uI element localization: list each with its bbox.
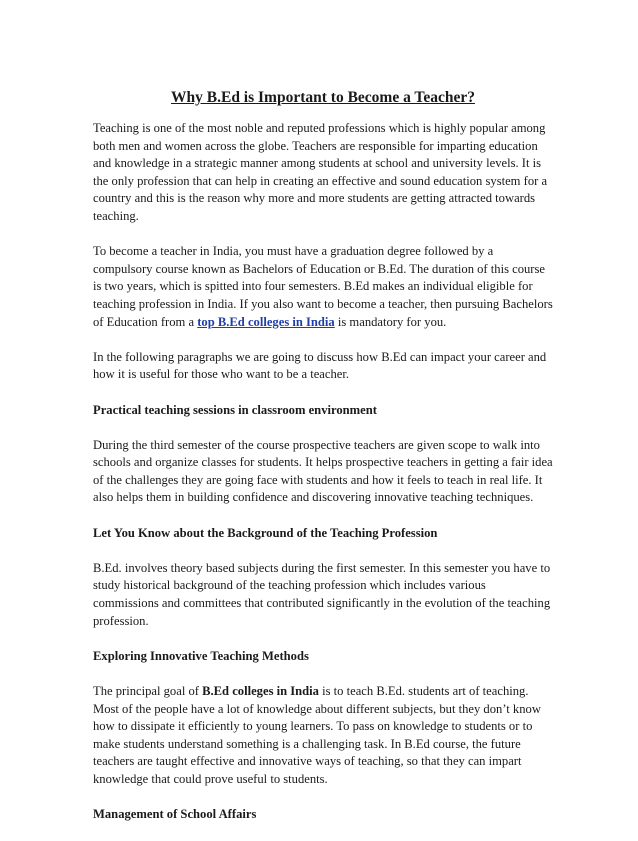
- innovative-methods-text: The principal goal of: [93, 684, 203, 698]
- intro-paragraph-2: [93, 243, 553, 331]
- section-heading-practical-teaching: Practical teaching sessions in classroom environment: [93, 402, 377, 417]
- intro-paragraph-1: Teaching is one of the most noble and reputed professions which is highly popular among both men and women across the globe. Teachers are responsible for imparting education and knowledge in a strategic manner among students at school and university levels. It is the only profession that can help in creating an effective and sound education system for a country and this is the reason why more and more students are getting attracted towards teaching.: [93, 121, 548, 223]
- innovative-methods-tail: is to teach B.Ed. students art of teaching. Most of the people have a lot of knowledge about different subjects, but they don’t know how to dissipate it efficiently to young learners. To pass on knowledge to students or to make students understand something is a challenging task. In B.Ed course, the future teachers are taught effective and innovative ways of teaching, so that they can impart knowledge that could prove useful to students.: [93, 684, 541, 786]
- intro-paragraph-2-text: To become a teacher in India, you must have a graduation degree followed by a compulsory course known as Bachelors of Education or B.Ed. The duration of this course is two years, which is spitted into four semesters. B.Ed makes an individual eligible for teaching profession in India. If you also want to become a teacher, then pursuing Bachelors of Education from a: [93, 244, 553, 329]
- intro-paragraph-3: In the following paragraphs we are going to discuss how B.Ed can impact your career and how it is useful for those who want to be a teacher.: [93, 349, 547, 382]
- section-heading-innovative-methods: Exploring Innovative Teaching Methods: [93, 648, 309, 663]
- intro-paragraph-2-tail: is mandatory for you.: [334, 314, 447, 329]
- section-body-background: B.Ed. involves theory based subjects during the first semester. In this semester you have to study historical background of the teaching profession which includes various commissions and committees that contributed significantly in the evolution of the teaching profession.: [93, 560, 551, 628]
- page-title: Why B.Ed is Important to Become a Teacher?: [171, 89, 475, 106]
- bed-colleges-bold-text: B.Ed colleges in India: [202, 684, 319, 698]
- document-page: [93, 88, 553, 841]
- top-bed-colleges-link[interactable]: top B.Ed colleges in India: [197, 314, 335, 329]
- section-heading-background: Let You Know about the Background of the Teaching Profession: [93, 525, 438, 540]
- section-body-practical-teaching: During the third semester of the course prospective teachers are given scope to walk into schools and organize classes for students. It helps prospective teachers in getting a fair idea of the challenges they are going face with students and how it feels to teach in real life. It also helps them in building confidence and discovering innovative teaching techniques.: [93, 437, 553, 505]
- section-heading-school-affairs: Management of School Affairs: [93, 807, 257, 822]
- section-body-innovative-methods: [93, 683, 553, 789]
